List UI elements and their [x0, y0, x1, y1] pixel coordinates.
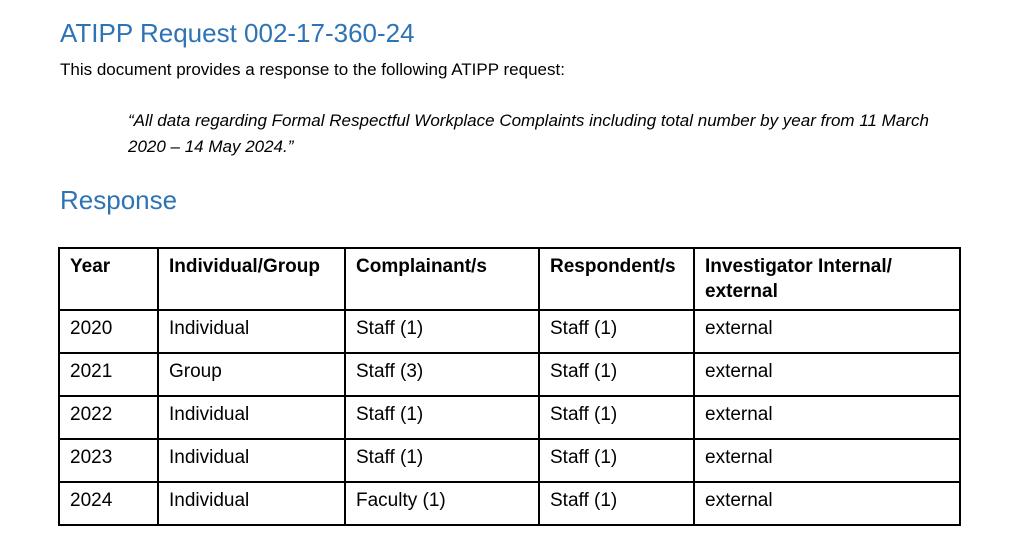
header-cell: Complainant/s	[345, 248, 539, 310]
table-cell: 2022	[59, 396, 158, 439]
table-cell: Staff (1)	[539, 396, 694, 439]
table-row	[59, 439, 960, 482]
table-header-row	[59, 248, 960, 310]
table-cell: Staff (1)	[345, 396, 539, 439]
table-row	[59, 310, 960, 353]
table-cell: Staff (1)	[539, 310, 694, 353]
table-cell: Individual	[158, 310, 345, 353]
table-cell: Group	[158, 353, 345, 396]
response-table	[58, 247, 961, 526]
table-cell: 2020	[59, 310, 158, 353]
table-cell: external	[694, 310, 960, 353]
table-row	[59, 353, 960, 396]
request-quote: “All data regarding Formal Respectful Workplace Complaints including total number by year from 11 March 2020 – 14 May 2024.”	[128, 111, 929, 156]
table-cell: Individual	[158, 482, 345, 525]
header-cell: Investigator Internal/ external	[694, 248, 960, 310]
document-title: ATIPP Request 002-17-360-24	[60, 18, 415, 48]
header-cell: Year	[59, 248, 158, 310]
intro-text: This document provides a response to the following ATIPP request:	[60, 60, 565, 79]
header-cell: Respondent/s	[539, 248, 694, 310]
table-cell: external	[694, 396, 960, 439]
response-heading: Response	[60, 185, 178, 215]
table-cell: Faculty (1)	[345, 482, 539, 525]
table-cell: Staff (1)	[539, 482, 694, 525]
table-cell: Staff (1)	[539, 353, 694, 396]
table-cell: external	[694, 482, 960, 525]
table-cell: Individual	[158, 396, 345, 439]
table-cell: 2024	[59, 482, 158, 525]
table-cell: Staff (1)	[539, 439, 694, 482]
table-cell: Staff (3)	[345, 353, 539, 396]
table-cell: external	[694, 353, 960, 396]
table-cell: Staff (1)	[345, 310, 539, 353]
table-cell: Staff (1)	[345, 439, 539, 482]
table-row	[59, 482, 960, 525]
table-cell: external	[694, 439, 960, 482]
table-cell: Individual	[158, 439, 345, 482]
table-cell: 2021	[59, 353, 158, 396]
table-row	[59, 396, 960, 439]
table-cell: 2023	[59, 439, 158, 482]
header-cell: Individual/Group	[158, 248, 345, 310]
